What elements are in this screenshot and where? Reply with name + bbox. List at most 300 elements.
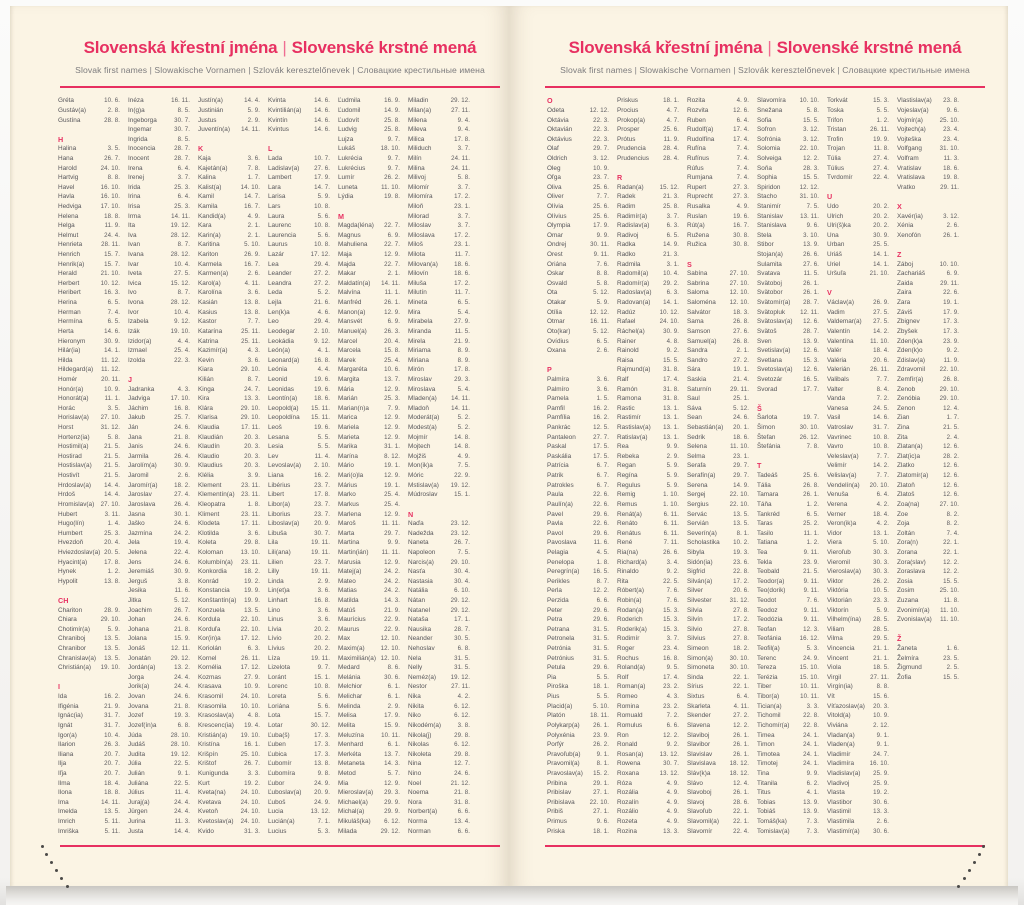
given-name: Teofan [757, 625, 777, 633]
name-day-date: 6. 12. [454, 741, 470, 749]
name-day-row [198, 663, 260, 673]
name-day-date: 2. 6. [177, 472, 190, 480]
name-day-date: 7. 5. [457, 548, 470, 556]
name-day-row [757, 653, 819, 663]
name-day-row [58, 721, 120, 731]
given-name: Karin(a) [198, 231, 221, 239]
name-day-row [547, 279, 609, 289]
name-day-row [268, 634, 330, 644]
given-name: Juliána [128, 779, 149, 787]
name-day-date: 10. 11. [800, 683, 819, 691]
name-day-row [408, 625, 470, 635]
given-name: Vilhelm(ína) [827, 616, 861, 624]
given-name: Valéria [827, 356, 847, 364]
name-day-date: 6. 1. [387, 683, 400, 691]
name-day-row [338, 423, 400, 433]
name-day-row [547, 538, 609, 548]
name-day-date: 26. 1. [384, 299, 400, 307]
name-day-date: 27. 2. [733, 356, 749, 364]
name-day-date: 11. 5. [454, 327, 470, 335]
name-day-row [617, 711, 679, 721]
given-name: Jürgen [128, 808, 148, 816]
given-name: Rozálio [617, 808, 639, 816]
given-name: Palmíra [547, 375, 570, 383]
given-name: Manon(a) [338, 308, 366, 316]
name-day-row [58, 221, 120, 231]
name-day-date: 21. 9. [384, 606, 400, 614]
name-column [338, 96, 400, 836]
name-day-row [617, 596, 679, 606]
name-day-date: 13. 1. [663, 414, 679, 422]
name-day-row [687, 288, 749, 298]
given-name: Rainer [617, 337, 636, 345]
name-day-date: 23. 11. [241, 491, 260, 499]
given-name: Leopoldína [268, 414, 300, 422]
name-day-row [827, 355, 889, 365]
name-day-row [198, 692, 260, 702]
name-day-row [128, 461, 190, 471]
given-name: Zaida [897, 279, 913, 287]
name-day-date: 15. 11. [311, 404, 330, 412]
given-name: Kara [198, 222, 212, 230]
name-day-row [687, 231, 749, 241]
name-day-date: 12. 2. [593, 587, 609, 595]
given-name: Moderát(a) [408, 414, 440, 422]
name-day-row [198, 797, 260, 807]
given-name: Olaf [547, 145, 559, 153]
name-day-date: 23. 8. [943, 97, 959, 105]
given-name: Taras [757, 520, 773, 528]
name-day-row [897, 182, 959, 192]
name-day-row [687, 509, 749, 519]
name-day-row [338, 480, 400, 490]
name-day-date: 12. 9. [384, 424, 400, 432]
given-name: Herta [58, 327, 74, 335]
given-name: Kilián [198, 375, 214, 383]
name-day-row [198, 721, 260, 731]
name-day-date: 26. 11. [870, 126, 889, 134]
name-day-date: 28. 7. [803, 299, 819, 307]
name-day-row [687, 778, 749, 788]
name-day-date: 15. 7. [314, 712, 330, 720]
given-name: Horislav(a) [58, 414, 89, 422]
given-name: Milovan(a) [408, 260, 438, 268]
name-day-row [547, 480, 609, 490]
given-name: Kleopatra [198, 500, 226, 508]
perforation-dot [41, 845, 44, 848]
name-day-row [757, 240, 819, 250]
name-day-row [827, 202, 889, 212]
name-day-date: 23. 4. [943, 126, 959, 134]
given-name: Chariton [58, 606, 83, 614]
given-name: Hilda [58, 356, 73, 364]
given-name: Stanislav [757, 212, 783, 220]
given-name: Šarlota [757, 414, 778, 422]
given-name: Klement [198, 481, 222, 489]
name-day-row [128, 538, 190, 548]
name-day-date: 6. 4. [876, 491, 889, 499]
given-name: Patrokles [547, 481, 574, 489]
given-name: Klarisa [198, 414, 218, 422]
name-day-date: 1. 2. [876, 116, 889, 124]
given-name: Tomáš(ka) [757, 818, 787, 825]
name-day-row [198, 615, 260, 625]
name-day-date: 7. 9. [387, 404, 400, 412]
name-day-row [268, 586, 330, 596]
name-day-row [408, 144, 470, 154]
name-day-date: 13. 9. [803, 808, 819, 816]
given-name: Kvintín [268, 116, 288, 124]
name-day-date: 28. 4. [663, 154, 679, 162]
name-day-row [897, 480, 959, 490]
given-name: Rozita [687, 97, 706, 105]
given-name: Zlat(ic)a [897, 452, 921, 460]
name-day-row [268, 701, 330, 711]
given-name: Mieroslav(a) [338, 789, 374, 797]
name-day-date: 28. 12. [170, 299, 190, 307]
given-name: Kveta(na) [198, 789, 226, 797]
name-day-date: 21. 8. [174, 433, 190, 441]
name-column [198, 96, 260, 836]
name-day-date: 28. 11. [101, 241, 120, 249]
name-day-date: 17. 1. [454, 616, 470, 624]
name-day-row [617, 327, 679, 337]
given-name: Samuel(a) [687, 337, 717, 345]
name-day-date: 16. 5. [803, 375, 819, 383]
name-day-date: 18. 4. [873, 347, 889, 355]
name-day-date: 18. 6. [454, 270, 470, 278]
name-day-date: 20. 2. [873, 212, 889, 220]
name-day-row [827, 817, 889, 827]
name-day-row [128, 240, 190, 250]
name-day-row [58, 259, 120, 269]
name-day-row [338, 221, 400, 231]
given-name: Štefan [757, 433, 776, 441]
given-name: Selena [687, 443, 707, 451]
given-name: Zoltán [897, 529, 915, 537]
given-name: Móric [408, 472, 424, 480]
name-day-date: 12. 10. [380, 635, 400, 643]
given-name: Patrik [547, 472, 564, 480]
name-day-row [617, 807, 679, 817]
name-day-row [617, 106, 679, 116]
name-day-row [128, 144, 190, 154]
name-day-date: 12. 6. [943, 462, 959, 470]
name-day-row [547, 432, 609, 442]
name-day-date: 27. 2. [314, 270, 330, 278]
name-day-row [338, 96, 400, 106]
name-day-date: 22. 4. [733, 827, 749, 835]
name-day-row [198, 355, 260, 365]
name-day-row [547, 490, 609, 500]
name-day-row [198, 202, 260, 212]
name-day-date: 2. 9. [317, 577, 330, 585]
name-day-row [268, 788, 330, 798]
name-day-row [827, 759, 889, 769]
name-day-row [338, 663, 400, 673]
name-day-date: 28. 7. [803, 327, 819, 335]
given-name: Marko [338, 491, 356, 499]
perforation-dot [957, 885, 960, 888]
name-day-row [268, 211, 330, 221]
given-name: Vladen(a) [827, 741, 855, 749]
name-day-row [338, 653, 400, 663]
name-day-row [268, 202, 330, 212]
name-day-row [408, 740, 470, 750]
name-day-row [757, 538, 819, 548]
name-day-date: 11. 10. [870, 337, 889, 345]
given-name: Kariton [198, 251, 219, 259]
name-day-date: 18. 11. [590, 712, 609, 720]
name-day-date: 14. 9. [384, 106, 400, 114]
given-name: Vít [827, 693, 835, 701]
given-name: Lukáš [338, 145, 356, 153]
name-day-row [198, 461, 260, 471]
name-day-date: 10. 8. [873, 443, 889, 451]
name-day-row [617, 769, 679, 779]
given-name: Hostimil(a) [58, 443, 89, 451]
name-day-date: 10. 4. [174, 260, 190, 268]
name-day-date: 21. 3. [663, 193, 679, 201]
name-day-date: 19. 11. [311, 548, 330, 556]
given-name: Stojan(a) [757, 251, 783, 259]
name-day-row [827, 250, 889, 260]
given-name: Rozina [617, 827, 637, 835]
given-name: Jaroslava [128, 500, 156, 508]
name-day-date: 9. 9. [806, 769, 819, 777]
name-day-row [268, 355, 330, 365]
name-day-row [268, 615, 330, 625]
name-day-row [897, 115, 959, 125]
name-day-date: 19. 8. [943, 174, 959, 182]
name-day-date: 5. 5. [876, 106, 889, 114]
name-day-row [547, 663, 609, 673]
given-name: Klélia [198, 472, 214, 480]
name-day-row [408, 557, 470, 567]
name-day-row [198, 279, 260, 289]
given-name: Lejla [268, 299, 282, 307]
given-name: Nela [408, 654, 422, 662]
name-day-date: 9. 1. [876, 731, 889, 739]
given-name: Lujza [338, 135, 354, 143]
name-day-date: 17. 3. [314, 741, 330, 749]
name-day-row [198, 269, 260, 279]
name-day-row [58, 365, 120, 375]
given-name: Koloman [198, 548, 224, 556]
name-day-row [58, 509, 120, 519]
name-day-row [338, 749, 400, 759]
name-day-date: 6. 11. [663, 510, 679, 518]
name-day-row [408, 596, 470, 606]
name-day-row [128, 596, 190, 606]
name-day-row [827, 826, 889, 836]
given-name: Kaja [198, 154, 211, 162]
name-day-row [268, 490, 330, 500]
name-day-date: 7. 11. [663, 539, 679, 547]
name-day-row [338, 673, 400, 683]
given-name: Verner [827, 510, 846, 518]
name-day-date: 10. 8. [314, 203, 330, 210]
name-day-row [827, 346, 889, 356]
name-day-date: 13. 5. [244, 606, 260, 614]
name-day-date: 25. 11. [241, 337, 260, 345]
name-day-row [408, 730, 470, 740]
name-day-date: 1. 2. [806, 539, 819, 547]
name-day-row [408, 644, 470, 654]
given-name: Matilda [338, 596, 359, 604]
name-day-date: 19. 3. [174, 712, 190, 720]
name-day-date: 15. 3. [663, 606, 679, 614]
name-day-row [128, 298, 190, 308]
name-day-row [897, 279, 959, 289]
given-name: Viktória [827, 587, 849, 595]
given-name: Klodeta [198, 520, 220, 528]
given-name: Túlia [827, 154, 841, 162]
name-day-date: 6. 12. [454, 712, 470, 720]
name-day-row [338, 625, 400, 635]
name-day-date: 27. 9. [244, 673, 260, 681]
name-day-row [58, 788, 120, 798]
name-day-date: 25. 6. [803, 472, 819, 480]
name-day-row [687, 375, 749, 385]
name-day-date: 27. 6. [314, 164, 330, 172]
name-day-row [338, 528, 400, 538]
name-day-date: 4. 1. [317, 347, 330, 355]
given-name: Renátus [617, 529, 641, 537]
given-name: Radovan(a) [617, 299, 651, 307]
name-column [757, 96, 819, 836]
given-name: Slavomír [687, 827, 713, 835]
name-day-date: 5. 11. [104, 818, 120, 825]
given-name: Radko [617, 251, 636, 259]
name-day-date: 19. 10. [170, 327, 190, 335]
given-name: Procius [617, 106, 639, 114]
name-day-row [408, 404, 470, 414]
name-day-row [827, 375, 889, 385]
section-letter [827, 192, 889, 202]
section-letter-label: Z [897, 250, 902, 260]
name-day-date: 23. 12. [450, 529, 470, 537]
section-letter-label: CH [58, 595, 69, 605]
name-day-date: 1. 7. [946, 414, 959, 422]
name-day-date: 30. 8. [733, 241, 749, 249]
name-day-date: 10. 2. [733, 539, 749, 547]
name-day-date: 5. 3. [806, 645, 819, 653]
name-day-row [338, 797, 400, 807]
name-day-row [268, 461, 330, 471]
given-name: Tician(a) [757, 702, 782, 710]
name-day-row [198, 653, 260, 663]
given-name: Laurus [268, 241, 288, 249]
name-day-row [617, 615, 679, 625]
name-day-date: 7. 7. [596, 193, 609, 201]
name-day-row [827, 596, 889, 606]
name-day-date: 29. 4. [314, 318, 330, 326]
given-name: Havel [58, 183, 75, 191]
name-day-row [687, 144, 749, 154]
name-day-date: 4. 8. [247, 712, 260, 720]
header-rule [545, 86, 985, 88]
given-name: Mariela [338, 424, 359, 432]
given-name: Leander [268, 270, 292, 278]
name-day-row [268, 605, 330, 615]
given-name: Luneta [338, 183, 358, 191]
name-day-date: 19. 10. [100, 664, 120, 672]
given-name: Velislav(a) [827, 472, 857, 480]
given-name: Metaneta [338, 760, 365, 768]
given-name: Helga [58, 222, 75, 230]
name-day-row [757, 788, 819, 798]
given-name: Zlatoň [897, 481, 915, 489]
name-day-row [408, 749, 470, 759]
given-name: Jorik(a) [128, 683, 150, 691]
given-name: Miranda [408, 327, 432, 335]
given-name: Nasťa [408, 568, 426, 576]
given-name: Štefánia [757, 443, 781, 451]
name-day-row [338, 240, 400, 250]
given-name: Kristián(a) [198, 731, 228, 739]
name-day-date: 8. 7. [247, 375, 260, 383]
name-day-date: 5. 5. [317, 433, 330, 441]
name-day-date: 13. 7. [384, 750, 400, 758]
name-day-row [827, 538, 889, 548]
name-day-date: 1. 8. [596, 558, 609, 566]
name-day-date: 9. 8. [317, 769, 330, 777]
name-day-date: 4. 2. [876, 500, 889, 508]
name-day-date: 3. 6. [247, 356, 260, 364]
name-day-date: 4. 6. [317, 308, 330, 316]
name-day-row [757, 490, 819, 500]
section-letter [827, 288, 889, 298]
given-name: Timotej [757, 760, 778, 768]
given-name: Ivan [128, 241, 141, 249]
name-day-row [547, 711, 609, 721]
name-day-row [827, 749, 889, 759]
name-day-date: 27. 4. [873, 154, 889, 162]
name-day-row [757, 701, 819, 711]
name-day-date: 24. 1. [803, 750, 819, 758]
given-name: Milorad [408, 212, 429, 220]
name-day-date: 3. 1. [666, 260, 679, 268]
name-day-date: 25. 2. [803, 520, 819, 528]
given-name: Patrícia [547, 462, 569, 470]
given-name: Gustína [58, 116, 81, 124]
given-name: Jonáš [128, 645, 146, 653]
name-day-date: 18. 1. [663, 97, 679, 105]
title-separator: | [767, 38, 772, 57]
name-day-date: 7. 2. [876, 395, 889, 403]
given-name: Renát(a) [617, 510, 642, 518]
name-day-row [58, 452, 120, 462]
page-title [60, 38, 500, 58]
given-name: Lara [268, 183, 281, 191]
name-day-date: 29. 1. [593, 779, 609, 787]
name-day-row [198, 452, 260, 462]
name-day-date: 20. 6. [873, 356, 889, 364]
name-day-date: 25. 4. [384, 500, 400, 508]
name-day-date: 10. 8. [873, 433, 889, 441]
name-day-row [897, 346, 959, 356]
name-day-row [827, 615, 889, 625]
name-day-date: 16. 8. [314, 596, 330, 604]
name-day-row [128, 182, 190, 192]
name-day-date: 7. 7. [876, 452, 889, 460]
name-day-date: 27. 4. [174, 491, 190, 499]
section-letter [687, 259, 749, 269]
given-name: Ulrich [827, 212, 844, 220]
given-name: Skarleta [687, 702, 711, 710]
name-day-date: 16. 9. [384, 97, 400, 105]
